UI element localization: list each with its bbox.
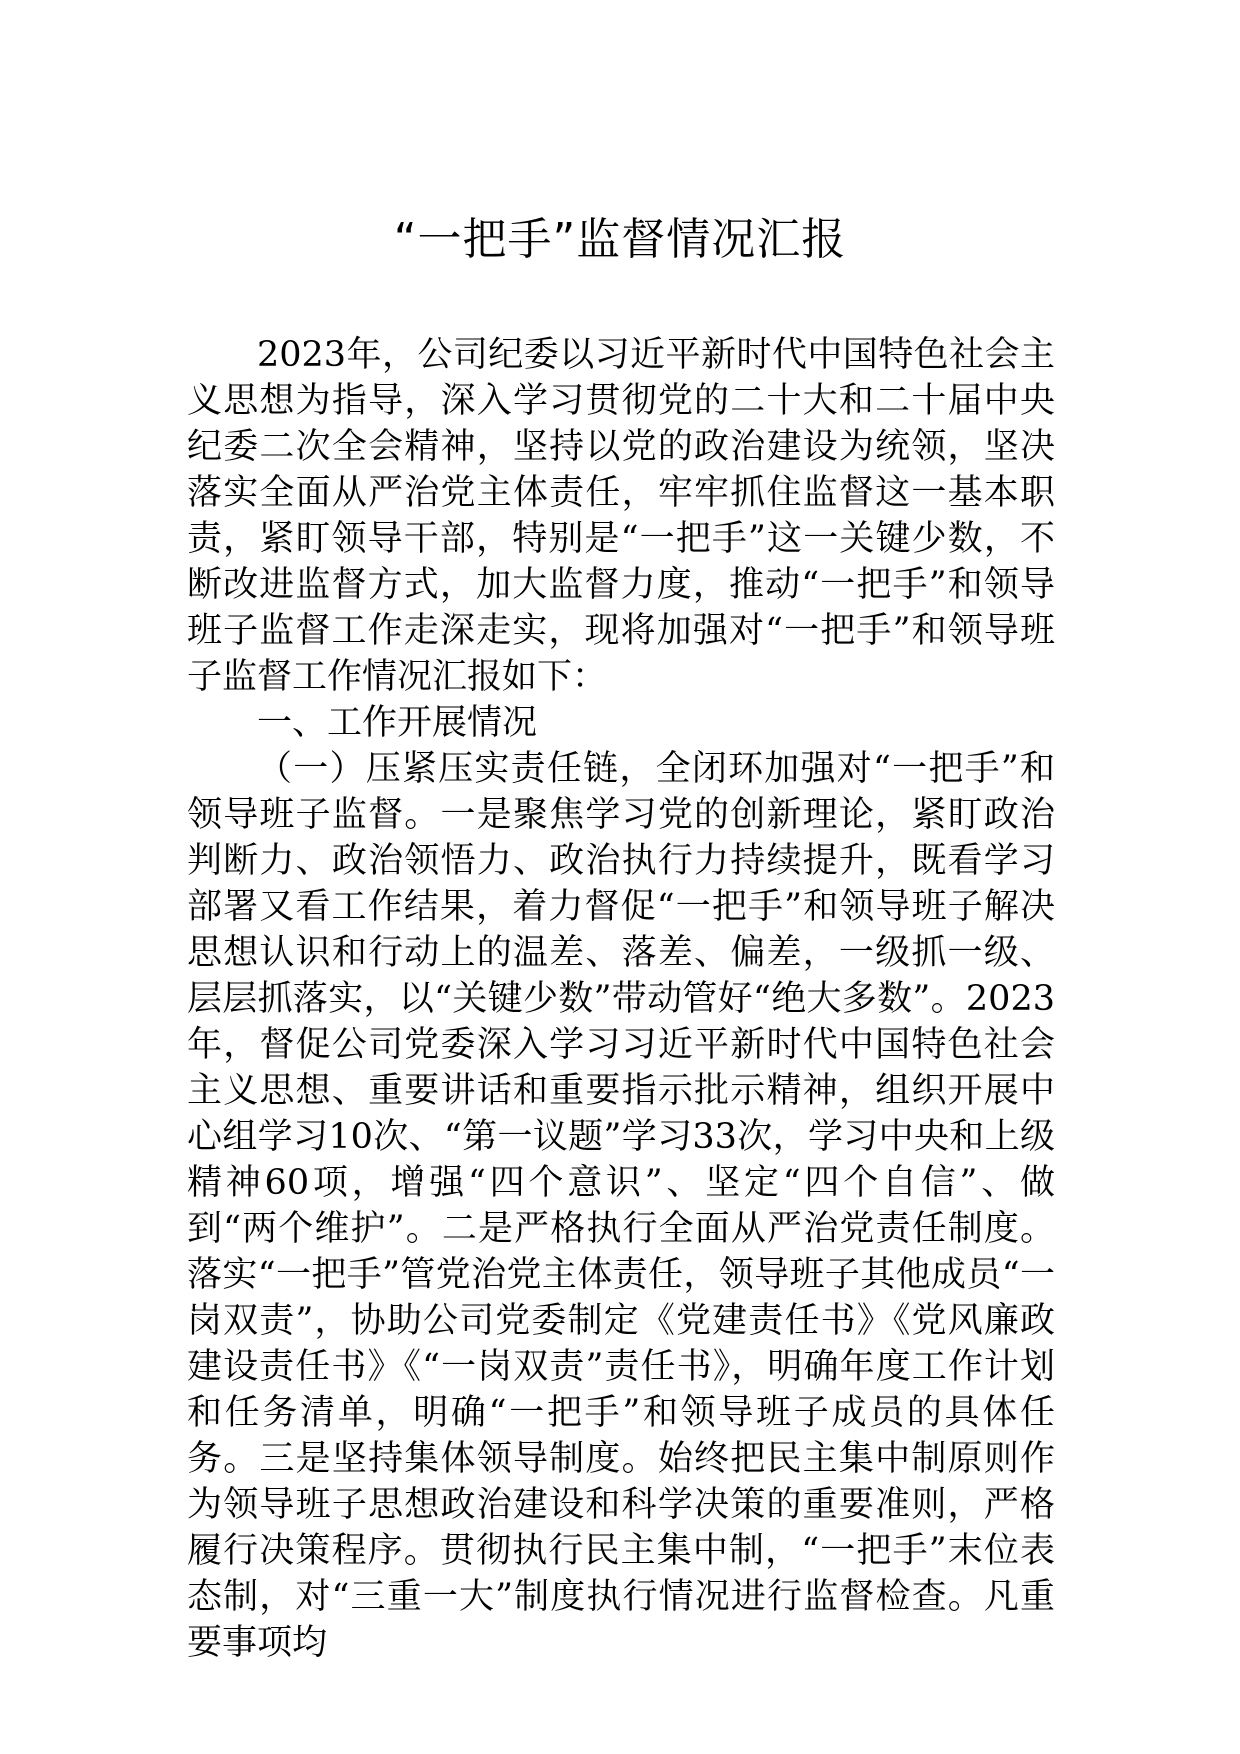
document-title: “一把手”监督情况汇报 bbox=[393, 214, 847, 265]
document-body bbox=[187, 332, 1055, 1666]
intro-paragraph: 2023年，公司纪委以习近平新时代中国特色社会主义思想为指导，深入学习贯彻党的二十大和二十届中央纪委二次全会精神，坚持以党的政治建设为统领，坚决落实全面从严治党主体责任，牢牢抓住监督这一基本职责，紧盯领导干部，特别是“一把手”这一关键少数，不断改进监督方式，加大监督力度，推动“一把手”和领导班子监督工作走深走实，现将加强对“一把手”和领导班子监督工作情况汇报如下： bbox=[187, 335, 1055, 697]
body-paragraph: （一）压紧压实责任链，全闭环加强对“一把手”和领导班子监督。一是聚焦学习党的创新理论，紧盯政治判断力、政治领悟力、政治执行力持续提升，既看学习部署又看工作结果，着力督促“一把手”和领导班子解决思想认识和行动上的温差、落差、偏差，一级抓一级、层层抓落实，以“关键少数”带动管好“绝大多数”。2023年，督促公司党委深入学习习近平新时代中国特色社会主义思想、重要讲话和重要指示批示精神，组织开展中心组学习10次、“第一议题”学习33次，学习中央和上级精神60项，增强“四个意识”、坚定“四个自信”、做到“两个维护”。二是严格执行全面从严治党责任制度。落实“一把手”管党治党主体责任，领导班子其他成员“一岗双责”，协助公司党委制定《党建责任书》《党风廉政建设责任书》《“一岗双责”责任书》，明确年度工作计划和任务清单，明确“一把手”和领导班子成员的具体任务。三是坚持集体领导制度。始终把民主集中制原则作为领导班子思想政治建设和科学决策的重要准则，严格履行决策程序。贯彻执行民主集中制，“一把手”末位表态制，对“三重一大”制度执行情况进行监督检查。凡重要事项均 bbox=[187, 749, 1055, 1663]
section-heading: 一、工作开展情况 bbox=[257, 703, 538, 743]
